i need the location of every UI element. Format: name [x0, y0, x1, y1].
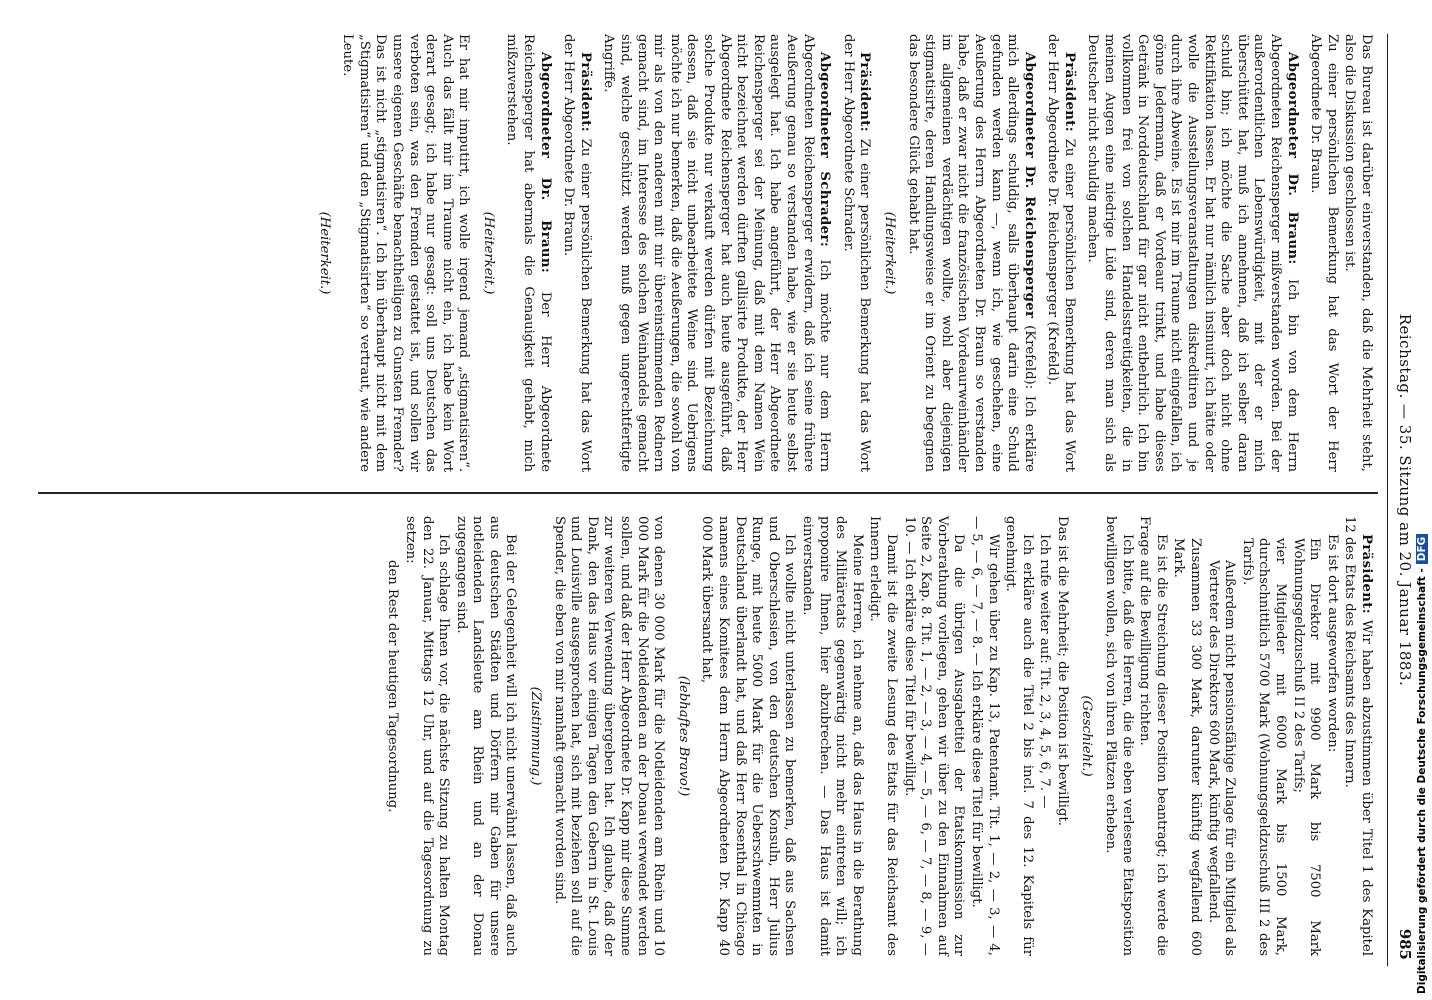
- paragraph-text: von denen 30 000 Mark für die Notleidenden am Rhein und 10 000 Mark für die Notleidenden an der Donau verwendet werden sollen, und daß der Herr Abgeordnete Dr. Kapp mir diese Summe zur weiteren Verwendung übergeben hat. Ich glaube, daß der Dank, den das Haus vor einigen Tagen den Gebern in St. Louis und Louisville ausgesprochen hat, sich mit beziehen soll auf die Spender, die eben von mir namhaft gemacht worden sind.: [551, 516, 667, 956]
- speaker-name: Präsident:: [577, 52, 593, 133]
- paragraph: [1084, 34, 1300, 472]
- reaction-note: (Heiterkeit.): [881, 211, 897, 295]
- paragraph: [900, 516, 966, 956]
- left-column: [307, 34, 1374, 472]
- paragraph-text: Meine Herren, ich nehme an, daß das Haus in die Berathung des Militäretats gegenwärtig nicht mehr eintreten will; ich proponire Ihnen, hier abzubrechen. — Das Haus ist damit einverstanden.: [800, 516, 865, 956]
- credit-text: Digitalisierung gefördert durch die Deutsche Forschungsgemeinschaft -: [1416, 568, 1428, 994]
- digitization-credit: [1416, 4, 1432, 994]
- paragraph-text: Das ist die Mehrheit; die Position ist bewilligt.: [1054, 516, 1070, 826]
- paragraph: [1136, 516, 1169, 956]
- paragraph-text: Zu einer persönlichen Bemerkung hat das Wort der Herr Abgeordnete Dr. Reichensperger (Krefeld).: [1045, 34, 1077, 472]
- paragraph-text: Es ist die Streichung dieser Position beantragt; ich werde die Frage auf die Bewilligung richten.: [1137, 516, 1169, 956]
- paragraph-text: Da die übrigen Ausgabetitel der Etatskommission zur Vorberathung vorliegen, gehen wir über zu den Einnahmen auf Seite 2, Kap. 8. Tit. 1, — 2, — 3, — 4, — 5, — 6, — 7, — 8, — 9, — 10. — Ich erkläre diese Titel für bewilligt.: [901, 516, 967, 956]
- paragraph-text: Ich schlage Ihnen vor, die nächste Sitzung zu halten Montag den 22. Januar, Mittags 12 Uhr, und auf die Tagesordnung zu setzen:: [402, 516, 452, 956]
- paragraph: [1307, 34, 1340, 472]
- speaker-name: Abgeordneter Dr. Reichensperger: [1021, 52, 1037, 319]
- reaction-note: (Zustimmung.): [528, 686, 544, 786]
- paragraph-text: Es ist dort ausgeworfen worden:: [1324, 534, 1340, 753]
- paragraph: [339, 34, 472, 472]
- paragraph-text: Ich bin von dem Herrn Abgeordneten Reichensperger mißverstanden worden. Bei der außerordentlichen Lebenswürdigkeit, mit der er mich überschüttet hat, muß ich annehmen, daß ich selber daran schuld bin; ich möchte die Sache aber doch nicht ohne Rektifikation lassen. Er hat nur nämlich insinuirt, ich hätte oder wolle die Ausstellungsveranstaltungen diskreditiren und je durch ihre Abweine. Es ist mir im Traume nicht eingefallen, ich gönne Jedermann, daß er Vordeaur trinkt, und habe dieses Getränk in Norddeutschland für gar nicht entbehrlich. Ich bin vollkommen frei von solchen Handelsstreitigkeiten, die in meinen Augen eine niedrige Lüde sind, deren man sich als Deutscher nicht schuldig machen.: [1085, 34, 1300, 473]
- paragraph-text: Zu einer persönlichen Bemerkung hat das Wort der Herr Abgeordnete Dr. Braun.: [1308, 34, 1340, 472]
- header-rule: [1387, 34, 1388, 966]
- paragraph: [866, 516, 899, 956]
- paragraph: [560, 34, 593, 472]
- dfg-logo: DFG: [1416, 534, 1428, 565]
- column-divider: [38, 492, 1378, 494]
- paragraph-text: Zu einer persönlichen Bemerkung hat das Wort der Herr Abgeordnete Schrader.: [840, 34, 873, 472]
- speaker-name: Abgeordneter Schrader:: [817, 52, 833, 248]
- paragraph-text: Ich bitte, daß die Herren, die die eben verlesene Etatsposition bewilligen wollen, sich von ihren Plätzen erheben.: [1103, 516, 1135, 956]
- paragraph-text: vier Mitglieder mit 6000 Mark bis 1500 Mark, durchschnittlich 5700 Mark (Wohnungsgeldzuschuß III 2 des Tarifs).: [1239, 538, 1289, 956]
- speaker-name: Abgeordneter Dr. Braun:: [1284, 52, 1300, 265]
- right-column: [383, 516, 1374, 956]
- paragraph: [452, 516, 518, 956]
- running-header: [1388, 34, 1418, 966]
- paragraph-text: Zusammen 33 300 Mark, darunter künftig wegfallend 600 Mark.: [1171, 538, 1204, 956]
- reaction-note: (Heiterkeit.): [480, 211, 496, 295]
- paragraph: [698, 516, 798, 956]
- paragraph: [503, 34, 553, 472]
- paragraph-text: Ich rufe weiter auf: Tit. 2, 3, 4, 5, 6, 7. —: [1037, 534, 1053, 809]
- paragraph: [1036, 516, 1053, 956]
- paragraph: [1044, 34, 1077, 472]
- paragraph: [1341, 34, 1374, 472]
- speaker-name: Präsident:: [1359, 534, 1374, 615]
- paragraph: [401, 516, 451, 956]
- paragraph: [1341, 516, 1374, 956]
- paragraph-text: Damit ist die zweite Lesung des Etats für das Reichsamt des Innern erledigt.: [867, 516, 899, 956]
- paragraph: [967, 516, 1000, 956]
- paragraph-text: den Rest der heutigen Tagesordnung.: [385, 560, 401, 813]
- paragraph-text: Außerdem nicht pensionsfähige Zulage für ein Mitglied als Vertreter des Direktors 600 Mark, künftig wegfallend.: [1205, 560, 1238, 956]
- paragraph-text: Das Bureau ist darüber einverstanden, daß die Mehrheit steht, also die Diskussion geschlossen ist.: [1342, 34, 1374, 472]
- speaker-name: Präsident:: [1061, 52, 1077, 133]
- paragraph: [798, 516, 864, 956]
- paragraph-text: Ich möchte nur dem Herrn Abgeordneten Reichensperger erwidern, daß ich seine frühere Aeußerung genau so verstanden habe, wie er sie heute selbst ausgelegt hat. Ich habe angeführt, der Herr Abgeordnete Reichensperger sei der Meinung, daß mit dem Namen Wein nicht bezeichnet werden dürften gallisirte Produkte, der Herr Abgeordnete Reichensperger hat auch heute ausgeführt, daß solche Produkte nur verkauft werden dürfen mit Bezeichnung dessen, daß sie nicht unbearbeitete Weine sind. Uebrigens möchte ich nur bemerken, daß die Aeußerungen, die sowohl von mir als von den anderen mit mir übereinstimmenden Rednern gemacht sind, im Interesse des solchen Weinhandels gemacht sind, welche geschützt werden muß gegen ungerechtfertigte Angriffe.: [601, 34, 833, 472]
- paragraph: [1238, 516, 1288, 956]
- page-number: 985: [1396, 928, 1414, 960]
- paragraph: [1053, 516, 1070, 956]
- paragraph-text: Bei der Gelegenheit will ich nicht unerwähnt lassen, daß auch aus deutschen Städten und Dörfern mir Gaben für unsere notleidenden Landsleute am Rhein und an der Donau zugegangen sind.: [453, 516, 519, 956]
- speaker-name: Präsident:: [857, 52, 873, 133]
- paragraph-text: Ich wollte nicht unterlassen zu bemerken, daß aus Sachsen und Oberschlesien, von den deutschen Konsuln, Herr Julius Runge, mit heute 5000 Mark für die Ueberschwemmten in Deutschland überlandt hat, und daß Herr Rosenthal in Chicago namens eines Komitees dem Herrn Abgeordneten Dr. Kapp 40 000 Mark übersandt hat,: [699, 516, 798, 956]
- paragraph: [1323, 516, 1340, 956]
- paragraph-text: Wir gehen über zu Kap. 13, Patentamt. Tit. 1, — 2, — 3, — 4, — 5, — 6, — 7, — 8. — Ich erkläre diese Titel für bewilligt.: [968, 516, 1001, 956]
- paragraph: [1102, 516, 1135, 956]
- reaction-note: (lebhaftes Bravo!): [675, 675, 691, 797]
- paragraph: [1289, 516, 1322, 956]
- header-title: Reichstag. — 35. Sitzung am 20. Januar 1883.: [1396, 313, 1414, 687]
- paragraph: [839, 34, 872, 472]
- paragraph-text: Der Herr Abgeordnete Reichensperger hat abermals die Genauigkeit gehabt, mich mißzuverstehen.: [504, 34, 553, 472]
- paragraph: [1170, 516, 1203, 956]
- paragraph-text: Wir haben abzustimmen über Titel 1 des Kapitel 12 des Etats des Reichsamts des Innern.: [1342, 516, 1374, 956]
- paragraph-text: Ich erkläre auch die Titel 2 bis incl. 7 des 12. Kapitels für genehmigt.: [1003, 516, 1035, 956]
- paragraph: [600, 34, 832, 472]
- paragraph-text: Er hat mir imputirt, ich wolle irgend jemand „stigmatisiren“. Auch das fällt mir im Traume nicht ein, ich habe kein Wort derart gesagt; ich habe nur gesagt: soll uns Deutschen das verboten sein, was den Fremden gestattet ist, und sollen wir unsere eigenen Geschäfte benachtheiligen zu Gunsten Fremder? Das ist nicht „stigmatisiren“. Ich bin überhaupt nicht mit dem „Stigmatisiren“ und den „Stigmatisirten“ so vertraut, wie andere Leute.: [340, 34, 472, 472]
- reaction-note: (Geschieht.): [1079, 695, 1095, 777]
- paragraph: [904, 34, 1037, 472]
- paragraph-text: Ein Direktor mit 9900 Mark bis 7500 Mark Wohnungsgeldzuschuß II 2 des Tarifs;: [1290, 538, 1323, 956]
- paragraph-text: (Krefeld): Ich erkläre mich allerdings schuldig, salls überhaupt darin eine Schuld gefunden werden kann —, wenn ich, wie geschehen, eine Aeußerung des Herrn Abgeordneten Dr. Braun so verstanden habe, daß er zwar nicht die französischen Vordeaurweinhändler im allgemeinen verdächtigen wollte, wohl aber diejenigen stigmatisirte, deren Handlungsweise er im Orient zu begegnen das besondere Glück gehabt hat.: [905, 34, 1037, 472]
- paragraph: [1002, 516, 1035, 956]
- paragraph: [384, 516, 401, 956]
- paragraph: [1204, 516, 1237, 956]
- speaker-name: Abgeordneter Dr. Braun:: [537, 52, 553, 274]
- paragraph-text: Zu einer persönlichen Bemerkung hat das Wort der Herr Abgeordnete Dr. Braun.: [561, 34, 593, 472]
- paragraph: [550, 516, 666, 956]
- reaction-note: (Heiterkeit.): [316, 211, 332, 295]
